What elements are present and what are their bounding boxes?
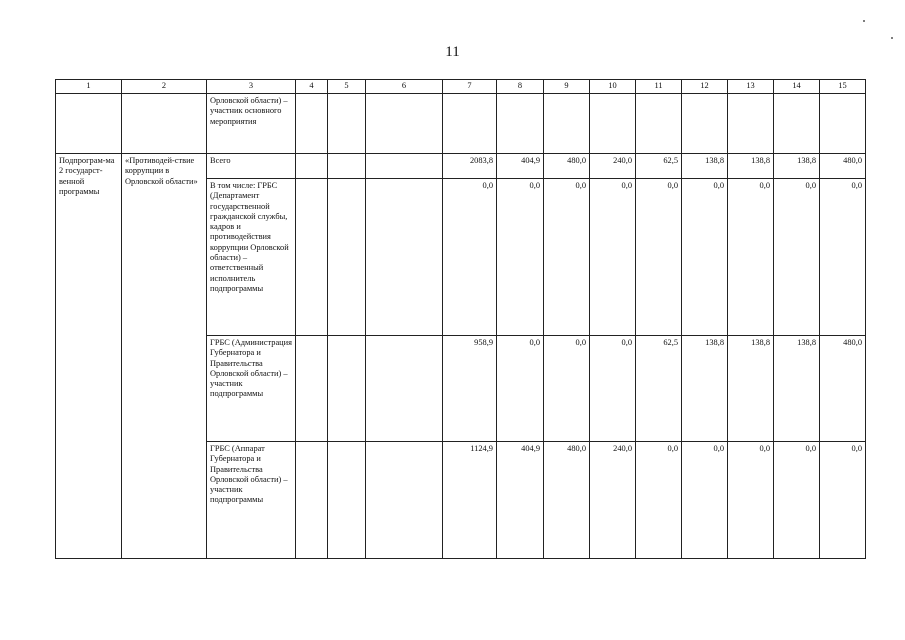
value-cell: 480,0 [544,442,590,559]
value-cell: 480,0 [544,154,590,179]
value-cell: 0,0 [682,442,728,559]
value-cell: 1124,9 [443,442,497,559]
value-cell: 0,0 [820,179,866,336]
value-cell: 0,0 [728,442,774,559]
value-cell: 0,0 [590,336,636,442]
value-cell: 0,0 [636,179,682,336]
value-cell: 480,0 [820,336,866,442]
executor-cell: В том числе: ГРБС (Департамент государственной гражданской службы, кадров и противодействия коррупции Орловской области) – ответственный исполнитель подпрограммы [207,179,296,336]
column-header: 11 [636,80,682,94]
value-cell: 138,8 [682,336,728,442]
column-header: 15 [820,80,866,94]
column-header: 9 [544,80,590,94]
executor-cell: Всего [207,154,296,179]
subprogram-title: «Противодей-ствие коррупции в Орловской области» [122,154,207,559]
column-header: 2 [122,80,207,94]
value-cell: 0,0 [497,336,544,442]
column-header: 1 [56,80,122,94]
value-cell: 0,0 [636,442,682,559]
column-header: 12 [682,80,728,94]
value-cell: 62,5 [636,336,682,442]
page-number: 11 [445,44,460,60]
column-header: 3 [207,80,296,94]
value-cell: 62,5 [636,154,682,179]
value-cell: 138,8 [728,336,774,442]
value-cell: 958,9 [443,336,497,442]
subprogram-code: Подпрограм-ма 2 государст-венной программы [56,154,122,559]
table-row [56,154,866,179]
column-header: 8 [497,80,544,94]
column-header: 14 [774,80,820,94]
value-cell: 0,0 [728,179,774,336]
value-cell: 240,0 [590,442,636,559]
table-row [56,94,866,154]
value-cell: 404,9 [497,154,544,179]
value-cell: 0,0 [682,179,728,336]
value-cell: 138,8 [728,154,774,179]
value-cell: 480,0 [820,154,866,179]
scan-speck [863,20,865,22]
executor-cell: ГРБС (Аппарат Губернатора и Правительства Орловской области) – участник подпрограммы [207,442,296,559]
executor-cell: Орловской области) – участник основного мероприятия [207,94,296,154]
value-cell: 0,0 [590,179,636,336]
column-header: 6 [366,80,443,94]
value-cell: 240,0 [590,154,636,179]
value-cell: 404,9 [497,442,544,559]
value-cell: 0,0 [544,179,590,336]
value-cell: 0,0 [820,442,866,559]
value-cell: 138,8 [682,154,728,179]
value-cell: 138,8 [774,154,820,179]
budget-table [55,79,866,559]
value-cell: 0,0 [774,442,820,559]
column-header: 10 [590,80,636,94]
column-header: 7 [443,80,497,94]
scan-speck [891,37,893,39]
column-header: 13 [728,80,774,94]
value-cell: 0,0 [774,179,820,336]
value-cell: 0,0 [443,179,497,336]
column-header: 5 [328,80,366,94]
value-cell: 138,8 [774,336,820,442]
table-header-row [56,80,866,94]
value-cell: 0,0 [544,336,590,442]
value-cell: 2083,8 [443,154,497,179]
value-cell: 0,0 [497,179,544,336]
executor-cell: ГРБС (Администрация Губернатора и Правительства Орловской области) – участник подпрограммы [207,336,296,442]
column-header: 4 [296,80,328,94]
